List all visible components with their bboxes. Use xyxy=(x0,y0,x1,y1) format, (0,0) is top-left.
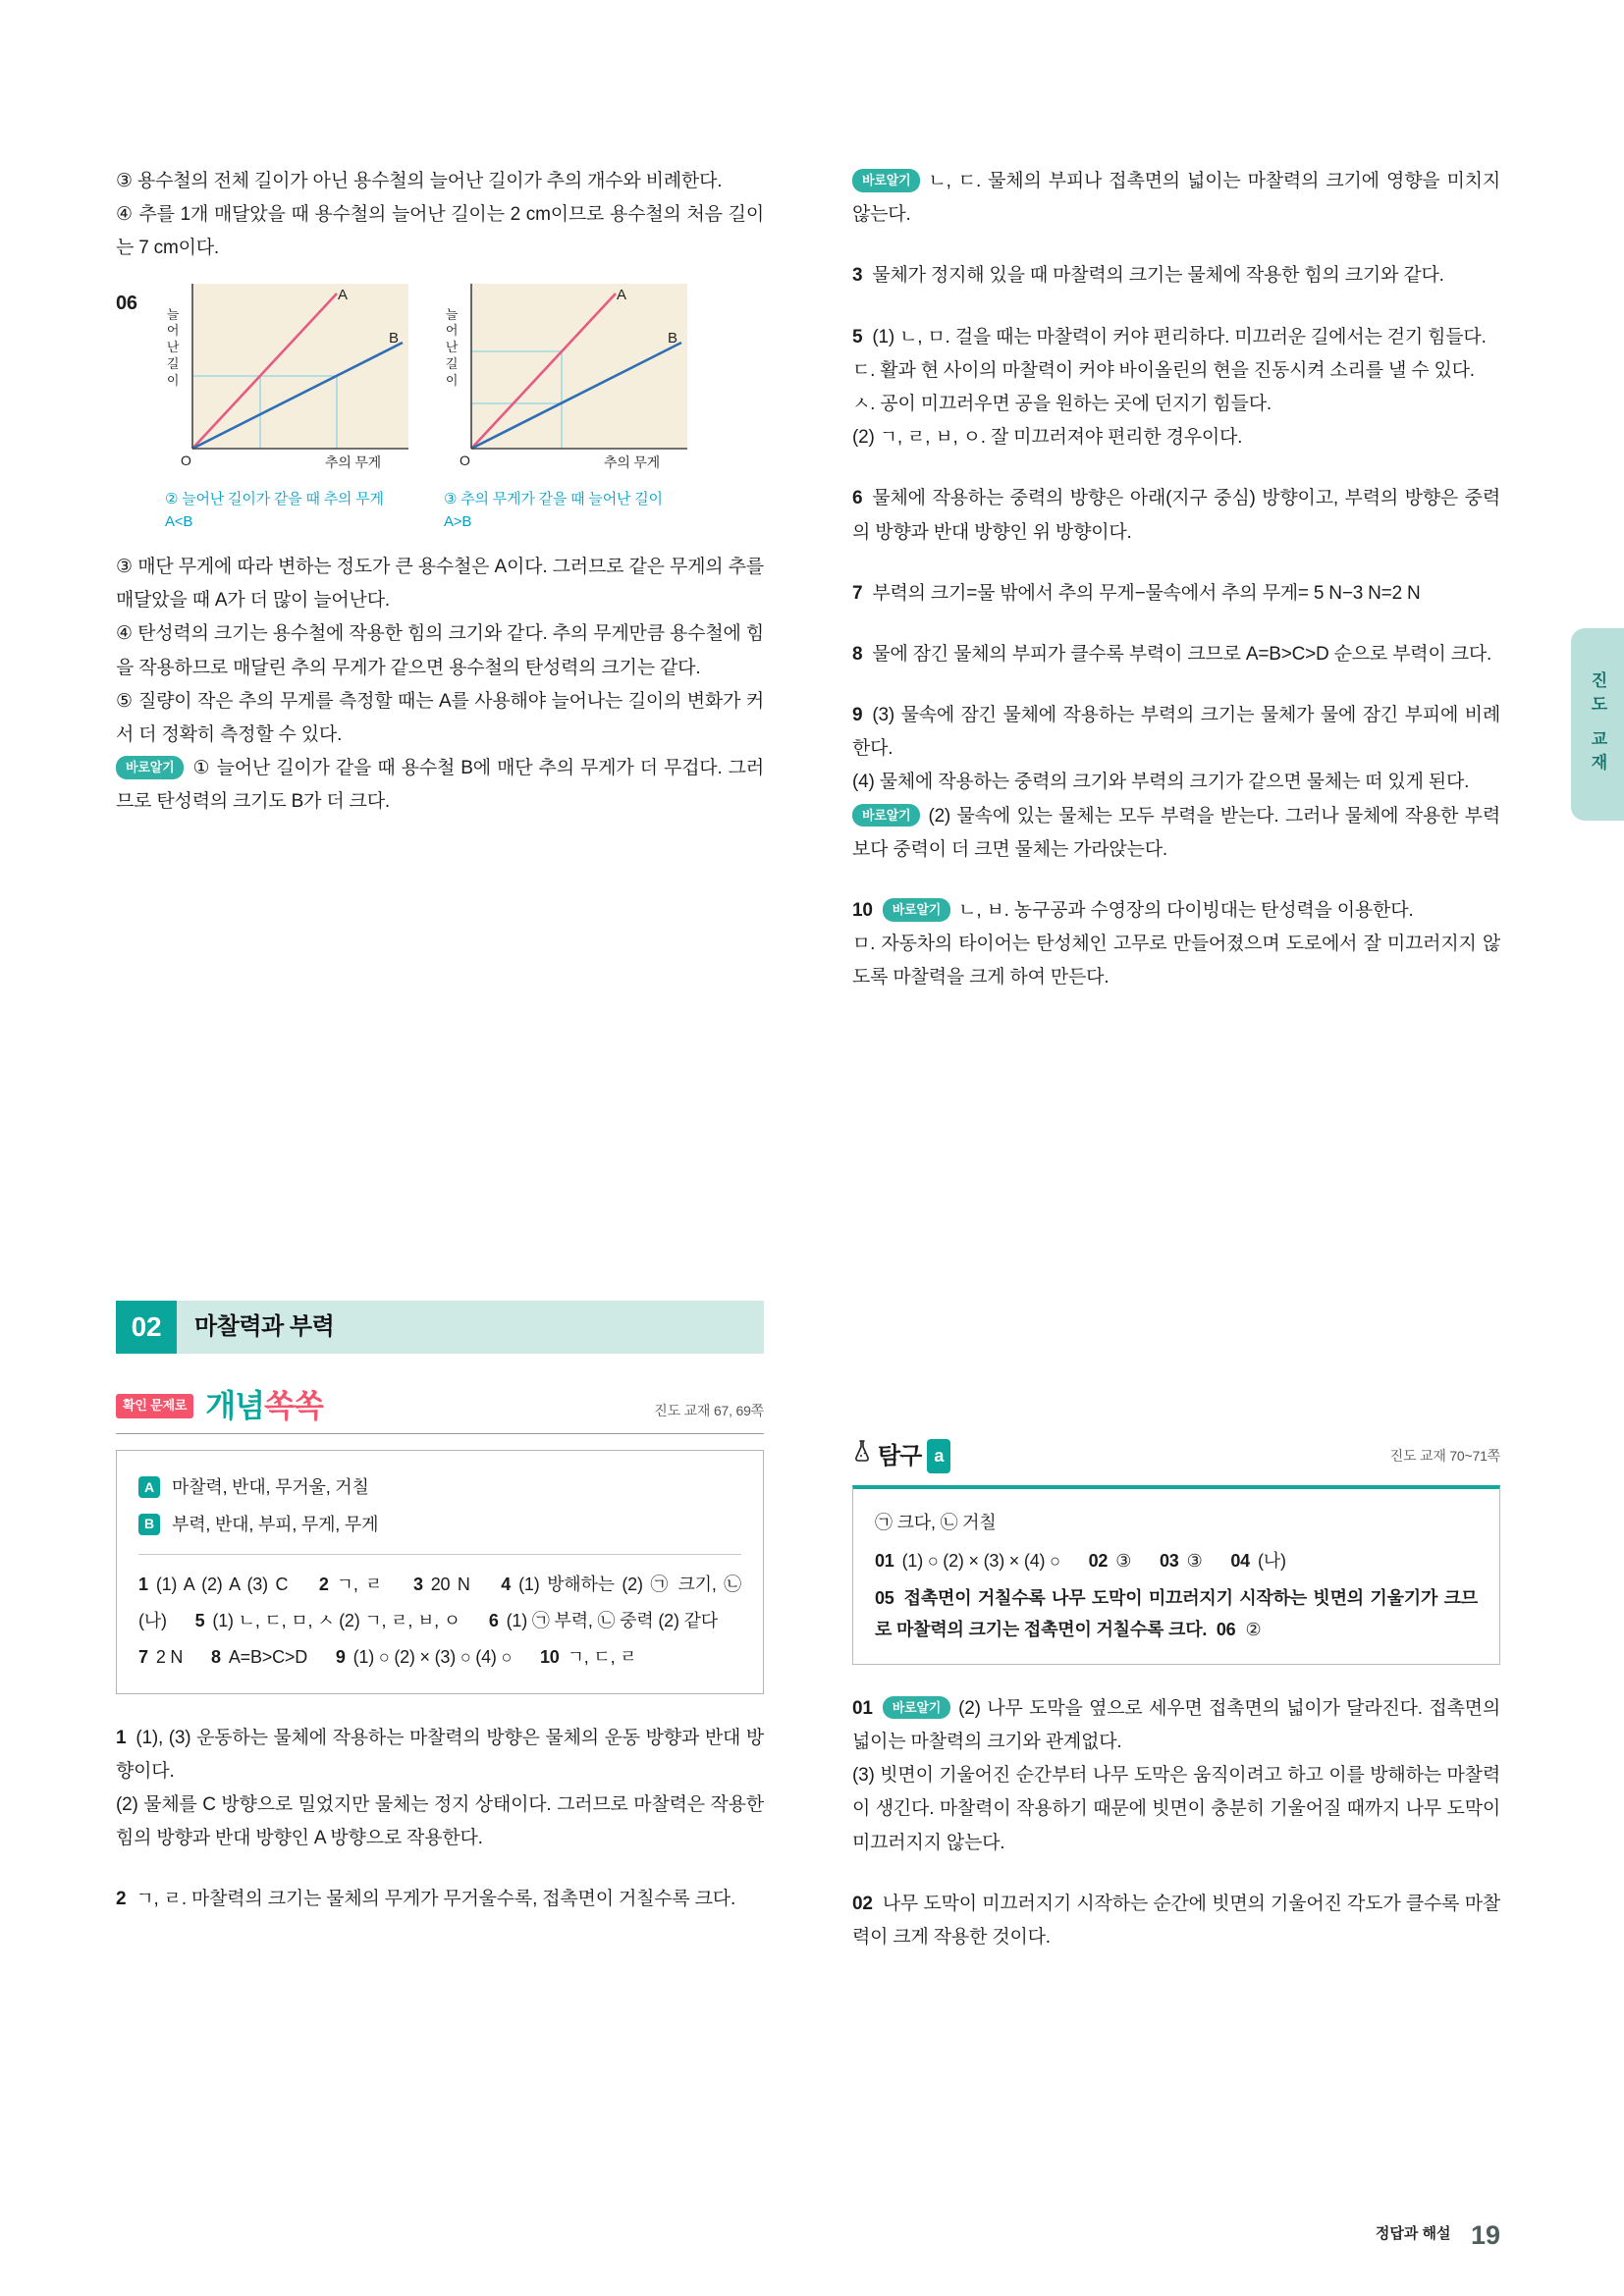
answer-item: 03 ③ xyxy=(1159,1550,1203,1571)
right-column-bottom xyxy=(852,1435,1500,1954)
baro-algi-badge: 바로알기 xyxy=(883,1696,950,1720)
key-answer-b xyxy=(138,1509,741,1540)
baro-algi-badge: 바로알기 xyxy=(852,804,920,828)
graph-plot xyxy=(165,282,410,478)
answer-item: 8 A=B>C>D xyxy=(211,1646,308,1667)
paragraph: 1 (1), (3) 운동하는 물체에 작용하는 마찰력의 방향은 물체의 운동 방향과 반대 방향이다. xyxy=(116,1727,764,1782)
item-06-graphs xyxy=(116,282,764,534)
paragraph: 3 물체가 정지해 있을 때 마찰력의 크기는 물체에 작용한 힘의 크기와 같다. xyxy=(852,265,1444,287)
paragraph: 01 바로알기 (2) 나무 도막을 옆으로 세우면 접촉면의 넓이가 달라진다. 접촉면의 넓이는 마찰력의 크기와 관계없다. xyxy=(852,1697,1500,1752)
paragraph: 바로알기 (2) 물속에 있는 물체는 모두 부력을 받는다. 그러나 물체에 작용한 부력보다 중력이 더 크면 물체는 가라앉는다. xyxy=(852,805,1500,860)
inquiry-letter-badge: a xyxy=(927,1439,950,1472)
section-header xyxy=(116,1301,764,1354)
spring-graph-2 xyxy=(444,282,689,534)
answer-item: 5 (1) ㄴ, ㄷ, ㅁ, ㅅ (2) ㄱ, ㄹ, ㅂ, ㅇ xyxy=(194,1610,460,1630)
paragraph: 02 나무 도막이 미끄러지기 시작하는 순간에 빗면의 기울어진 각도가 클수록 마찰력이 크게 작용한 것이다. xyxy=(852,1893,1500,1948)
paragraph: ㅁ. 자동차의 타이어는 탄성체인 고무로 만들어졌으며 도로에서 잘 미끄러지지 않도록 마찰력을 크게 하여 만든다. xyxy=(852,934,1500,988)
paragraph: ㅅ. 공이 미끄러우면 공을 원하는 곳에 던지기 힘들다. xyxy=(852,393,1272,414)
left-column-top xyxy=(116,165,764,820)
paragraph: ④ 추를 1개 매달았을 때 용수철의 늘어난 길이는 2 cm이므로 용수철의 처음 길이는 7 cm이다. xyxy=(116,204,764,259)
inquiry-answer-box xyxy=(852,1485,1500,1665)
graph-caption: ② 늘어난 길이가 같을 때 추의 무게 A<B xyxy=(165,490,384,530)
right-column-top xyxy=(852,165,1500,995)
page-footer xyxy=(852,2220,1500,2251)
item-number: 06 xyxy=(116,292,137,314)
baro-algi-badge: 바로알기 xyxy=(116,756,184,779)
concept-check-header xyxy=(116,1389,764,1434)
inquiry-answers-line xyxy=(875,1545,1478,1576)
inquiry-title: 탐구 xyxy=(878,1443,922,1469)
item-06-explanation xyxy=(116,551,764,820)
flask-icon xyxy=(852,1439,872,1474)
paragraph: 2 ㄱ, ㄹ. 마찰력의 크기는 물체의 무게가 무거울수록, 접촉면이 거칠수록 크다. xyxy=(116,1889,736,1910)
answer-item: 1 (1) A (2) A (3) C xyxy=(138,1574,289,1594)
paragraph: 바로알기 ㄴ, ㄷ. 물체의 부피나 접촉면의 넓이는 마찰력의 크기에 영향을 미치지 않는다. xyxy=(852,171,1500,226)
key-a-badge: A xyxy=(138,1476,160,1498)
explanation-item-3 xyxy=(852,259,1500,293)
paragraph: 8 물에 잠긴 물체의 부피가 클수록 부력이 크므로 A=B>C>D 순으로 부력이 크다. xyxy=(852,643,1492,665)
paragraph: ㄷ. 활과 현 사이의 마찰력이 커야 바이올린의 현을 진동시켜 소리를 낼 수 있다. xyxy=(852,359,1475,381)
left-column-bottom xyxy=(116,1301,764,1917)
explanation-item-02 xyxy=(852,1888,1500,1954)
y-axis-label: 늘어난길이 xyxy=(445,306,459,389)
answer-item: 6 (1) ㉠ 부력, ㉡ 중력 (2) 같다 xyxy=(488,1610,718,1630)
paragraph: 5 (1) ㄴ, ㅁ. 걸을 때는 마찰력이 커야 편리하다. 미끄러운 길에서는 걷기 힘들다. xyxy=(852,326,1487,347)
key-answer-a xyxy=(138,1471,741,1503)
paragraph: ⑤ 질량이 작은 추의 무게를 측정할 때는 A를 사용해야 늘어나는 길이의 변화가 커서 더 정확히 측정할 수 있다. xyxy=(116,690,764,745)
explanation-item-7 xyxy=(852,577,1500,611)
baro-algi-text: ① 늘어난 길이가 같을 때 용수철 B에 매단 추의 무게가 더 무겁다. 그러므로 탄성력의 크기도 B가 더 크다. xyxy=(116,758,764,813)
explanation-item-5 xyxy=(852,321,1500,455)
answer-item: 10 ㄱ, ㄷ, ㄹ xyxy=(539,1646,637,1667)
key-a-text: 마찰력, 반대, 무거울, 거칠 xyxy=(172,1477,369,1498)
answer-item: 3 20 N xyxy=(412,1574,470,1594)
inquiry-key-line: ㉠ 크다, ㉡ 거칠 xyxy=(875,1513,997,1533)
baro-algi-note xyxy=(852,165,1500,232)
answer-item: 02 ③ xyxy=(1088,1550,1132,1571)
explanation-item-1 xyxy=(116,1722,764,1856)
side-tab-jindo-gyojae xyxy=(1571,628,1624,821)
explanation-item-01 xyxy=(852,1692,1500,1860)
answer-item: 7 2 N xyxy=(138,1646,184,1667)
graph-plot xyxy=(444,282,689,478)
side-tab-label: 진도 교재 xyxy=(1588,671,1607,777)
inquiry-header xyxy=(852,1435,1500,1485)
paragraph: ③ 매단 무게에 따라 변하는 정도가 큰 용수철은 A이다. 그러므로 같은 무게의 추를 매달았을 때 A가 더 많이 늘어난다. xyxy=(116,557,764,612)
page-number: 19 xyxy=(1470,2220,1500,2250)
paragraph: ④ 탄성력의 크기는 용수철에 작용한 힘의 크기와 같다. 추의 무게만큼 용수철에 힘을 작용하므로 매달린 추의 무게가 같으면 용수철의 탄성력의 크기는 같다. xyxy=(116,623,764,678)
paragraph: 9 (3) 물속에 잠긴 물체에 작용하는 부력의 크기는 물체가 물에 잠긴 부피에 비례한다. xyxy=(852,705,1500,760)
paragraph: (2) ㄱ, ㄹ, ㅂ, ㅇ. 잘 미끄러져야 편리한 경우이다. xyxy=(852,427,1243,449)
section-title: 마찰력과 부력 xyxy=(194,1313,335,1341)
spring-graph-1 xyxy=(165,282,410,534)
paragraph: ③ 용수철의 전체 길이가 아닌 용수철의 늘어난 길이가 추의 개수와 비례한다. xyxy=(116,171,723,191)
y-axis-label: 늘어난길이 xyxy=(166,306,180,389)
x-axis-label: 추의 무게 xyxy=(604,454,660,471)
key-b-badge: B xyxy=(138,1514,160,1535)
textbook-page-reference: 진도 교재 70~71쪽 xyxy=(1389,1448,1500,1464)
answer-item: 9 (1) ○ (2) × (3) ○ (4) ○ xyxy=(335,1646,513,1667)
concept-title-part1: 개념 xyxy=(205,1388,265,1423)
baro-algi-badge: 바로알기 xyxy=(883,898,950,922)
paragraph xyxy=(116,752,764,819)
paragraph: 10 바로알기 ㄴ, ㅂ. 농구공과 수영장의 다이빙대는 탄성력을 이용한다. xyxy=(852,900,1414,921)
paragraph: 6 물체에 작용하는 중력의 방향은 아래(지구 중심) 방향이고, 부력의 방향은 중력의 방향과 반대 방향인 위 방향이다. xyxy=(852,488,1500,543)
key-b-text: 부력, 반대, 부피, 무게, 무게 xyxy=(172,1514,379,1534)
x-axis-label: 추의 무게 xyxy=(325,454,381,471)
paragraph: (4) 물체에 작용하는 중력의 크기와 부력의 크기가 같으면 물체는 떠 있게 된다. xyxy=(852,772,1470,793)
explanation-item-10 xyxy=(852,894,1500,995)
footer-label: 정답과 해설 xyxy=(1375,2225,1451,2242)
explanation-item-8 xyxy=(852,638,1500,671)
paragraph: 7 부력의 크기=물 밖에서 추의 무게−물속에서 추의 무게= 5 N−3 N=2 N xyxy=(852,582,1421,604)
graph-canvas xyxy=(444,282,689,478)
concept-answer-box xyxy=(116,1450,764,1693)
paragraph: (2) 물체를 C 방향으로 밀었지만 물체는 정지 상태이다. 그러므로 마찰력은 작용한 힘의 방향과 반대 방향인 A 방향으로 작용한다. xyxy=(116,1794,764,1849)
explanation-item-2 xyxy=(116,1883,764,1916)
graph-canvas xyxy=(165,282,410,478)
explanation-item-6 xyxy=(852,482,1500,549)
line-b-label: B xyxy=(389,329,399,347)
graph-caption: ③ 추의 무게가 같을 때 늘어난 길이 A>B xyxy=(444,490,663,530)
numbered-answers xyxy=(138,1554,741,1676)
answer-item: 04 (나) xyxy=(1230,1550,1286,1571)
answer-item: 2 ㄱ, ㄹ xyxy=(318,1574,383,1594)
explanation-item-9 xyxy=(852,699,1500,867)
section-number: 02 xyxy=(116,1301,177,1354)
paragraph: (3) 빗면이 기울어진 순간부터 나무 도막은 움직이려고 하고 이를 방해하는 마찰력이 생긴다. 마찰력이 작용하기 때문에 빗면이 충분히 기울어질 때까지 나무 도막이 미끄러지지 않는다. xyxy=(852,1765,1500,1853)
origin-label: O xyxy=(181,453,191,469)
answer-item: 01 (1) ○ (2) × (3) × (4) ○ xyxy=(875,1550,1060,1571)
answer-item: 4 (1) 방해하는 (2) ㉠ 크기, ㉡ (나) xyxy=(138,1574,741,1630)
baro-algi-badge: 바로알기 xyxy=(852,169,920,192)
concept-title xyxy=(205,1389,323,1423)
line-a-label: A xyxy=(338,286,348,303)
line-b-label: B xyxy=(668,329,677,347)
origin-label: O xyxy=(460,453,470,469)
textbook-page-reference: 진도 교재 67, 69쪽 xyxy=(654,1403,764,1418)
inquiry-answer-05: 05 접촉면이 거칠수록 나무 도막이 미끄러지기 시작하는 빗면의 기울기가 크므로 마찰력의 크기는 접촉면이 거칠수록 크다. 06 ② xyxy=(875,1587,1478,1640)
concept-title-part2: 쏙쏙 xyxy=(264,1388,323,1423)
check-problems-badge: 확인 문제로 xyxy=(116,1394,193,1418)
line-a-label: A xyxy=(617,286,626,303)
